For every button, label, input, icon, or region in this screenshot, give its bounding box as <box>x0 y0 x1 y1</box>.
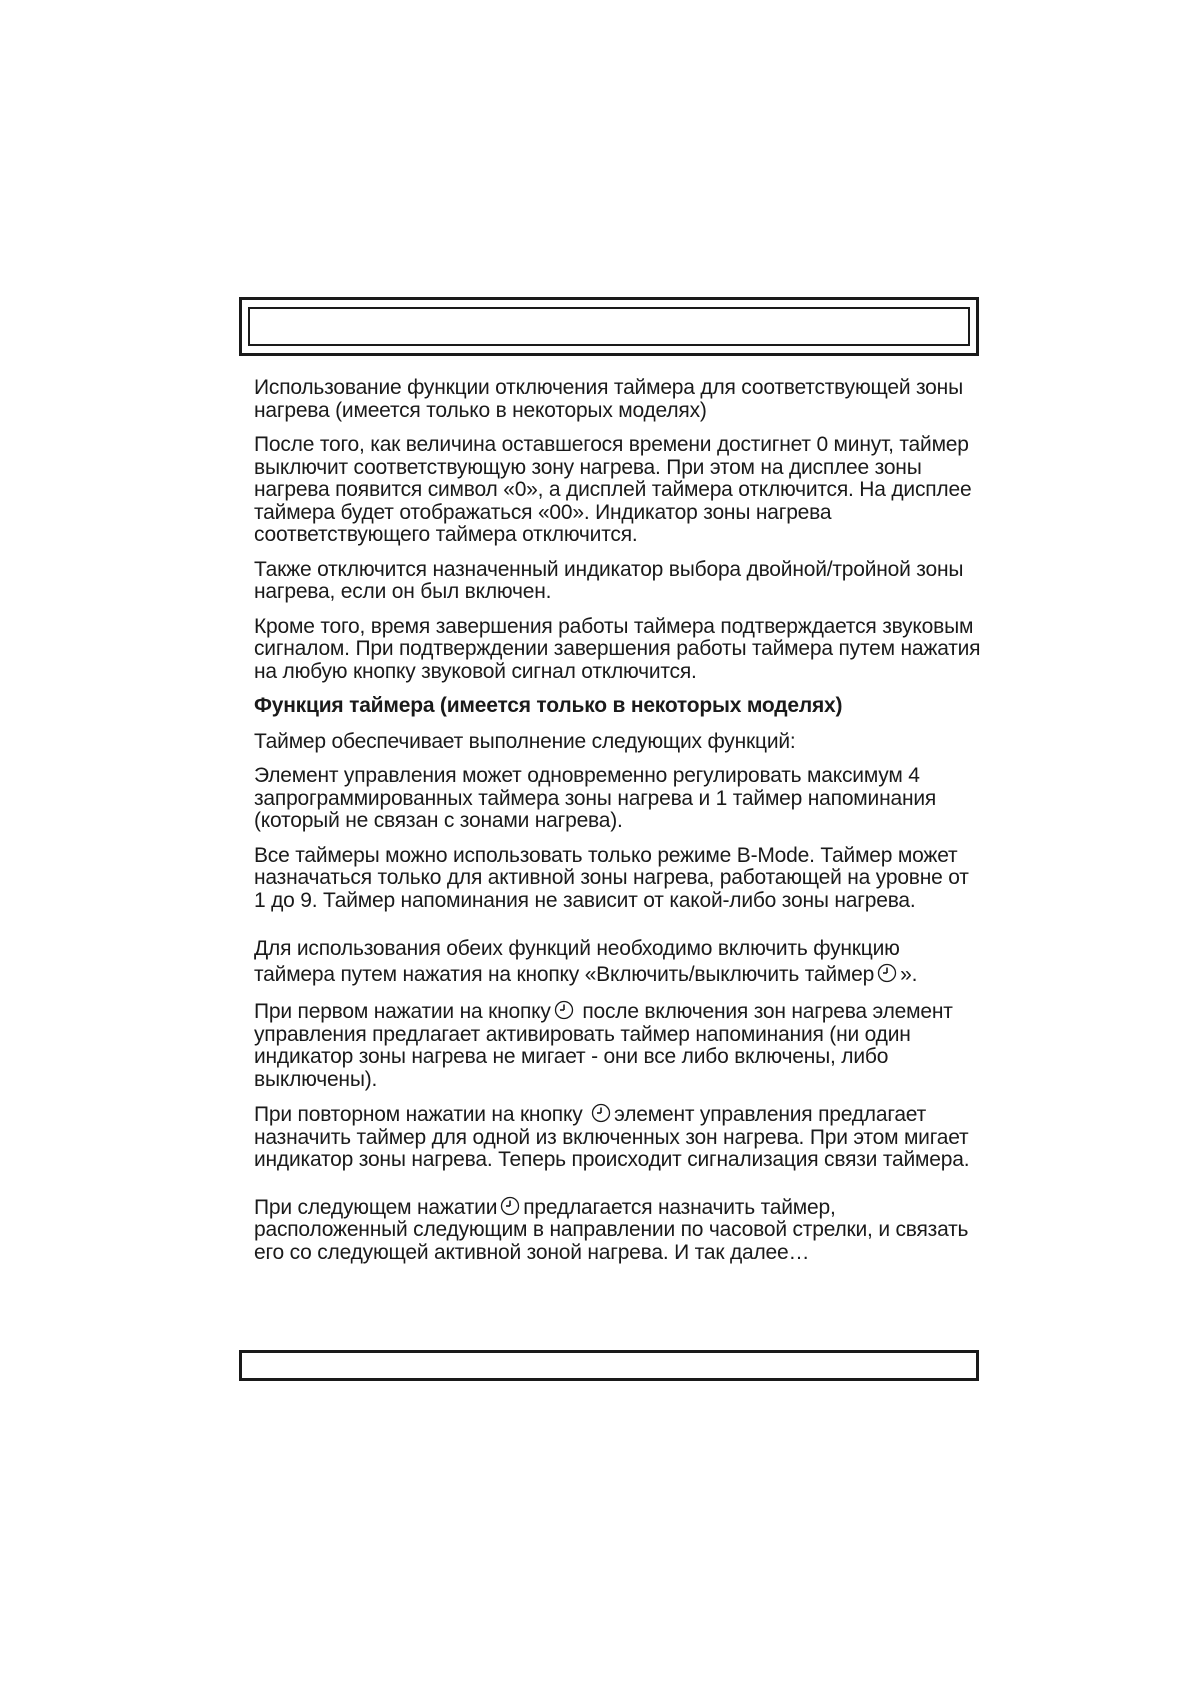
page-content <box>254 377 984 1276</box>
paragraph-timer-off-title: Использование функции отключения таймера для соответствующей зоны нагрева (имеется только в некоторых моделях) <box>254 376 963 422</box>
paragraph-first-press-start: При первом нажатии на кнопку <box>254 1000 551 1023</box>
paragraph-enable-timer <box>254 936 984 988</box>
paragraph-timer-functions: Таймер обеспечивает выполнение следующих функций: <box>254 729 796 753</box>
paragraph-dual-zone: Также отключится назначенный индикатор выбора двойной/тройной зоны нагрева, если он был включен. <box>254 557 964 603</box>
paragraph-enable-timer-end: ». <box>900 963 918 986</box>
header-frame-inner <box>248 307 970 346</box>
paragraph-max-timers: Элемент управления может одновременно регулировать максимум 4 запрограммированных таймера зоны нагрева и 1 таймер напоминания (который не связан с зонами нагрева). <box>254 764 937 832</box>
paragraph-second-press-end: элемент управления предлагает назначить таймер для одной из включенных зон нагрева. При этом мигает индикатор зоны нагрева. Теперь происходит сигнализация связи таймера. <box>254 1103 970 1171</box>
paragraph-b-mode: Все таймеры можно использовать только режиме B-Mode. Таймер может назначаться только для активной зоны нагрева, работающей на уровне от 1 до 9. Таймер напоминания не зависит от какой-либо зоны нагрева. <box>254 843 969 912</box>
timer-clock-icon <box>500 1196 520 1216</box>
paragraph-next-press-start: При следующем нажатии <box>254 1195 498 1219</box>
timer-clock-icon <box>877 963 897 983</box>
timer-clock-icon <box>591 1103 611 1123</box>
paragraph-next-press <box>254 1196 984 1265</box>
paragraph-first-press-end: после включения зон нагрева элемент управления предлагает активировать таймер напоминания (ни один индикатор зоны нагрева не мигает - они все либо включены, либо выключены). <box>254 1000 953 1091</box>
header-frame <box>239 297 979 356</box>
paragraph-timer-zero: После того, как величина оставшегося времени достигнет 0 минут, таймер выключит соответствующую зону нагрева. При этом на дисплее зоны нагрева появится символ «0», а дисплей таймера отключится. На дисплее таймера будет отображаться «00». Индикатор зоны нагрева соответствующего таймера отключится. <box>254 433 972 546</box>
paragraph-second-press-start: При повторном нажатии на кнопку <box>254 1103 583 1126</box>
paragraph-second-press <box>254 1103 984 1172</box>
paragraph-sound-signal: Кроме того, время завершения работы таймера подтверждается звуковым сигналом. При подтверждении завершения работы таймера путем нажатия на любую кнопку звуковой сигнал отключится. <box>254 614 981 683</box>
paragraph-first-press <box>254 1000 984 1091</box>
section-heading-timer-function: Функция таймера (имеется только в некоторых моделях) <box>254 694 843 717</box>
timer-clock-icon <box>554 1000 574 1020</box>
paragraph-enable-timer-text: Для использования обеих функций необходимо включить функцию таймера путем нажатия на кнопку «Включить/выключить таймер <box>254 937 900 986</box>
paragraph-next-press-end: предлагается назначить таймер, расположенный следующим в направлении по часовой стрелки, и связать его со следующей активной зоной нагрева. И так далее… <box>254 1195 969 1264</box>
footer-frame <box>239 1350 979 1381</box>
